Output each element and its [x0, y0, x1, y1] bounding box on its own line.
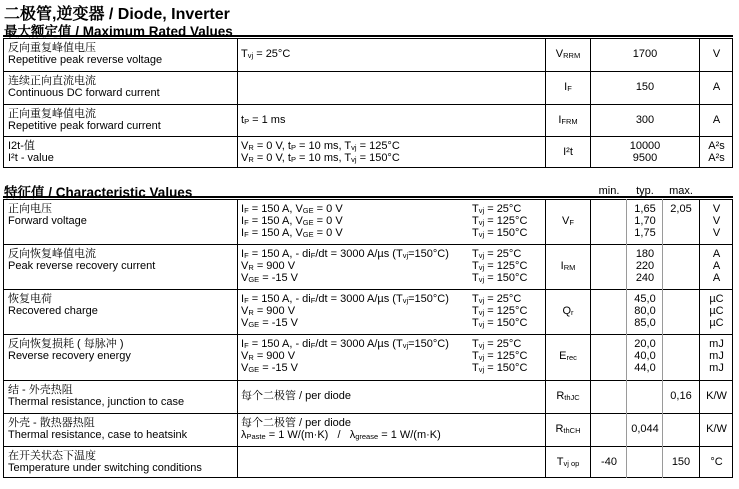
param-symbol: $R_{thCH}$	[555, 423, 581, 435]
param-condition: $I_F = 150$ A, $V_{GE} = 0$ V	[241, 215, 343, 227]
param-condition: $V_{GE} = -15$ V	[241, 362, 299, 374]
param-condition: $I_F = 150$ A, $V_{GE} = 0$ V	[241, 203, 343, 215]
param-unit: A	[712, 114, 721, 126]
param-condition: $V_{GE} = -15$ V	[241, 272, 299, 284]
param-condition: $V_R = 0$ V, $t_P = 10$ ms, $T_{vj} = 150^\circ C$	[241, 152, 400, 164]
param-temperature: $T_{vj} = 125^\circ C$	[472, 260, 528, 272]
param-condition: $V_R = 900$ V	[241, 260, 296, 272]
max-section-heading: 最大额定值 / Maximum Rated Values	[4, 24, 233, 39]
param-unit: mJ	[709, 362, 724, 374]
param-name-en: Repetitive peak forward current	[8, 120, 161, 132]
param-symbol: $V_F$	[562, 215, 574, 227]
param-condition: $t_P = 1$ ms	[241, 114, 286, 126]
col-separator	[545, 199, 546, 478]
param-condition: 每个二极管 / per diode	[241, 417, 352, 429]
param-value: 10000	[629, 140, 661, 152]
param-unit: A²s	[708, 140, 725, 152]
typ-value: 45,0	[634, 293, 656, 305]
param-name-en: I²t - value	[8, 152, 54, 164]
param-name-cn: 外壳 - 散热器热阻	[8, 417, 95, 429]
param-unit: °C	[710, 456, 723, 468]
param-temperature: $T_{vj} = 25^\circ C$	[472, 338, 522, 350]
param-temperature: $T_{vj} = 150^\circ C$	[472, 362, 528, 374]
param-name-en: Thermal resistance, case to heatsink	[8, 429, 188, 441]
param-temperature: $T_{vj} = 125^\circ C$	[472, 215, 528, 227]
param-condition: $\lambda_{Paste} = 1$ $W/(m\cdot K) / \lambda_{grease} = 1$ W/(m·K)	[241, 429, 441, 441]
typ-value: 180	[635, 248, 655, 260]
param-name-cn: 连续正向直流电流	[8, 75, 96, 87]
typ-value: 40,0	[634, 350, 656, 362]
param-name-cn: I2t-值	[8, 140, 35, 152]
param-unit: A	[712, 272, 721, 284]
typ-value: 0,044	[631, 423, 659, 435]
param-condition: $V_{GE} = -15$ V	[241, 317, 299, 329]
param-name-en: Reverse recovery energy	[8, 350, 131, 362]
param-temperature: $T_{vj} = 125^\circ C$	[472, 305, 528, 317]
param-symbol: $T_{vj op}$	[556, 456, 580, 468]
col-separator	[237, 38, 238, 168]
row-separator	[3, 413, 733, 414]
param-temperature: $T_{vj} = 25^\circ C$	[472, 293, 522, 305]
param-name-en: Forward voltage	[8, 215, 87, 227]
row-separator	[3, 104, 733, 105]
typ-value: 44,0	[634, 362, 656, 374]
param-temperature: $T_{vj} = 25^\circ C$	[472, 248, 522, 260]
typ-value: 220	[635, 260, 655, 272]
heading-rule	[3, 196, 733, 198]
param-symbol: $I_{FRM}$	[558, 114, 578, 126]
row-separator	[3, 71, 733, 72]
param-symbol: $R_{thJC}$	[556, 390, 580, 402]
row-separator	[3, 334, 733, 335]
param-condition: $I_F = 150$ A, - $di_F/dt = 3000$ A/µs $(T_{vj}=150^\circ C)$	[241, 248, 449, 260]
row-separator	[3, 289, 733, 290]
col-header-min: min.	[598, 185, 620, 197]
param-name-cn: 恢复电荷	[8, 293, 52, 305]
param-unit: A²s	[708, 152, 725, 164]
param-condition: $V_R = 0$ V, $t_P = 10$ ms, $T_{vj} = 125^\circ C$	[241, 140, 400, 152]
param-unit: V	[712, 227, 721, 239]
row-separator	[3, 380, 733, 381]
heading-rule	[3, 35, 733, 37]
param-name-cn: 结 - 外壳热阻	[8, 384, 73, 396]
param-unit: µC	[709, 317, 724, 329]
max-value: 0,16	[670, 390, 692, 402]
row-separator	[3, 244, 733, 245]
param-name-cn: 反向恢复峰值电流	[8, 248, 96, 260]
param-name-en: Temperature under switching conditions	[8, 462, 202, 474]
param-unit: K/W	[706, 390, 727, 402]
param-unit: V	[712, 203, 721, 215]
param-symbol: $V_{RRM}$	[555, 48, 581, 60]
param-symbol: $I_F$	[564, 81, 572, 93]
col-separator	[237, 199, 238, 478]
param-value: 300	[635, 114, 655, 126]
param-value: 9500	[632, 152, 658, 164]
row-separator	[3, 446, 733, 447]
col-header-typ: typ.	[636, 185, 654, 197]
typ-value: 1,70	[634, 215, 656, 227]
param-name-en: Recovered charge	[8, 305, 98, 317]
param-value: 150	[635, 81, 655, 93]
param-symbol: I²t	[563, 146, 573, 158]
typ-value: 1,75	[634, 227, 656, 239]
col-header-max: max.	[669, 185, 693, 197]
typ-value: 20,0	[634, 338, 656, 350]
col-separator	[590, 199, 591, 478]
param-temperature: $T_{vj} = 125^\circ C$	[472, 350, 528, 362]
param-unit: mJ	[709, 338, 724, 350]
typ-value: 85,0	[634, 317, 656, 329]
param-condition: 每个二极管 / per diode	[241, 390, 352, 402]
char-section-heading: 特征值 / Characteristic Values	[4, 185, 193, 200]
typ-value: 1,65	[634, 203, 656, 215]
param-temperature: $T_{vj} = 150^\circ C$	[472, 317, 528, 329]
param-name-en: Thermal resistance, junction to case	[8, 396, 185, 408]
max-value: 2,05	[670, 203, 692, 215]
page-title: 二极管,逆变器 / Diode, Inverter	[4, 6, 230, 23]
param-name-cn: 正向电压	[8, 203, 52, 215]
param-unit: µC	[709, 305, 724, 317]
param-condition: $V_R = 900$ V	[241, 350, 296, 362]
param-name-cn: 反向重复峰值电压	[8, 42, 96, 54]
param-unit: µC	[709, 293, 724, 305]
row-separator	[3, 136, 733, 137]
param-name-cn: 反向恢复损耗 ( 每脉冲 )	[8, 338, 124, 350]
param-condition: $I_F = 150$ A, - $di_F/dt = 3000$ A/µs $(T_{vj}=150^\circ C)$	[241, 338, 449, 350]
param-name-cn: 正向重复峰值电流	[8, 108, 96, 120]
param-symbol: $Q_r$	[562, 305, 574, 317]
param-unit: A	[712, 248, 721, 260]
param-name-en: Peak reverse recovery current	[8, 260, 156, 272]
param-unit: mJ	[709, 350, 724, 362]
typ-value: 80,0	[634, 305, 656, 317]
param-condition: $V_R = 900$ V	[241, 305, 296, 317]
param-unit: V	[712, 48, 721, 60]
param-name-en: Repetitive peak reverse voltage	[8, 54, 163, 66]
typ-value: 240	[635, 272, 655, 284]
param-value: 1700	[632, 48, 658, 60]
param-condition: $T_{vj} = 25^\circ C$	[241, 48, 291, 60]
param-unit: K/W	[706, 423, 727, 435]
param-name-en: Continuous DC forward current	[8, 87, 160, 99]
param-name-cn: 在开关状态下温度	[8, 450, 96, 462]
param-unit: A	[712, 81, 721, 93]
param-condition: $I_F = 150$ A, $V_{GE} = 0$ V	[241, 227, 343, 239]
param-condition: $I_F = 150$ A, - $di_F/dt = 3000$ A/µs $(T_{vj}=150^\circ C)$	[241, 293, 449, 305]
max-value: 150	[671, 456, 691, 468]
param-temperature: $T_{vj} = 150^\circ C$	[472, 272, 528, 284]
param-symbol: $I_{RM}$	[560, 260, 576, 272]
param-unit: V	[712, 215, 721, 227]
param-temperature: $T_{vj} = 150^\circ C$	[472, 227, 528, 239]
min-value: -40	[601, 456, 617, 468]
param-unit: A	[712, 260, 721, 272]
param-symbol: $E_{rec}$	[559, 350, 577, 362]
param-temperature: $T_{vj} = 25^\circ C$	[472, 203, 522, 215]
